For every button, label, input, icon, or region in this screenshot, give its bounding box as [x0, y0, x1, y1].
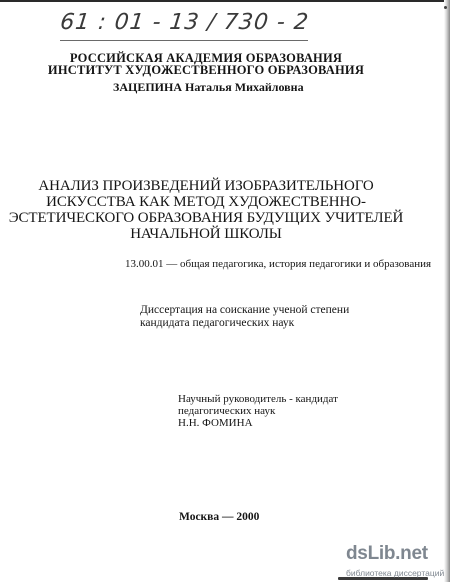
degree-statement: Диссертация на соискание ученой степени: [140, 304, 350, 316]
dslib-watermark: [346, 543, 450, 579]
handwritten-catalog-code: 61 : 01 - 13 / 730 - 2: [58, 10, 311, 35]
dissertation-title-line: ЭСТЕТИЧЕСКОГО ОБРАЗОВАНИЯ БУДУЩИХ УЧИТЕЛЕЙ: [8, 210, 404, 226]
specialty-code: 13.00.01 — общая педагогика, история педагогики и образования: [125, 258, 432, 270]
scan-speck: [444, 6, 447, 9]
handwritten-underline: [60, 40, 308, 41]
supervisor-info: педагогических наук: [178, 405, 276, 417]
watermark-logo: dsLib.net: [346, 543, 428, 564]
supervisor-info: Научный руководитель - кандидат: [178, 393, 338, 405]
dissertation-title-line: НАЧАЛЬНОЙ ШКОЛЫ: [130, 226, 282, 242]
institute-name: ИНСТИТУТ ХУДОЖЕСТВЕННОГО ОБРАЗОВАНИЯ: [47, 63, 365, 77]
scan-right-edge: [444, 0, 450, 582]
dissertation-title-line: ИСКУССТВА КАК МЕТОД ХУДОЖЕСТВЕННО-: [46, 194, 366, 210]
degree-statement: кандидата педагогических наук: [140, 317, 295, 329]
watermark-subtitle: библиотека диссертаций: [346, 568, 445, 578]
city-year: Москва — 2000: [179, 511, 260, 523]
author-name: ЗАЦЕПИНА Наталья Михайловна: [113, 80, 304, 94]
organization-name: РОССИЙСКАЯ АКАДЕМИЯ ОБРАЗОВАНИЯ: [69, 51, 343, 65]
dissertation-title-line: АНАЛИЗ ПРОИЗВЕДЕНИЙ ИЗОБРАЗИТЕЛЬНОГО: [38, 178, 374, 194]
supervisor-name: Н.Н. ФОМИНА: [178, 417, 253, 429]
scan-top-edge: [0, 0, 450, 2]
